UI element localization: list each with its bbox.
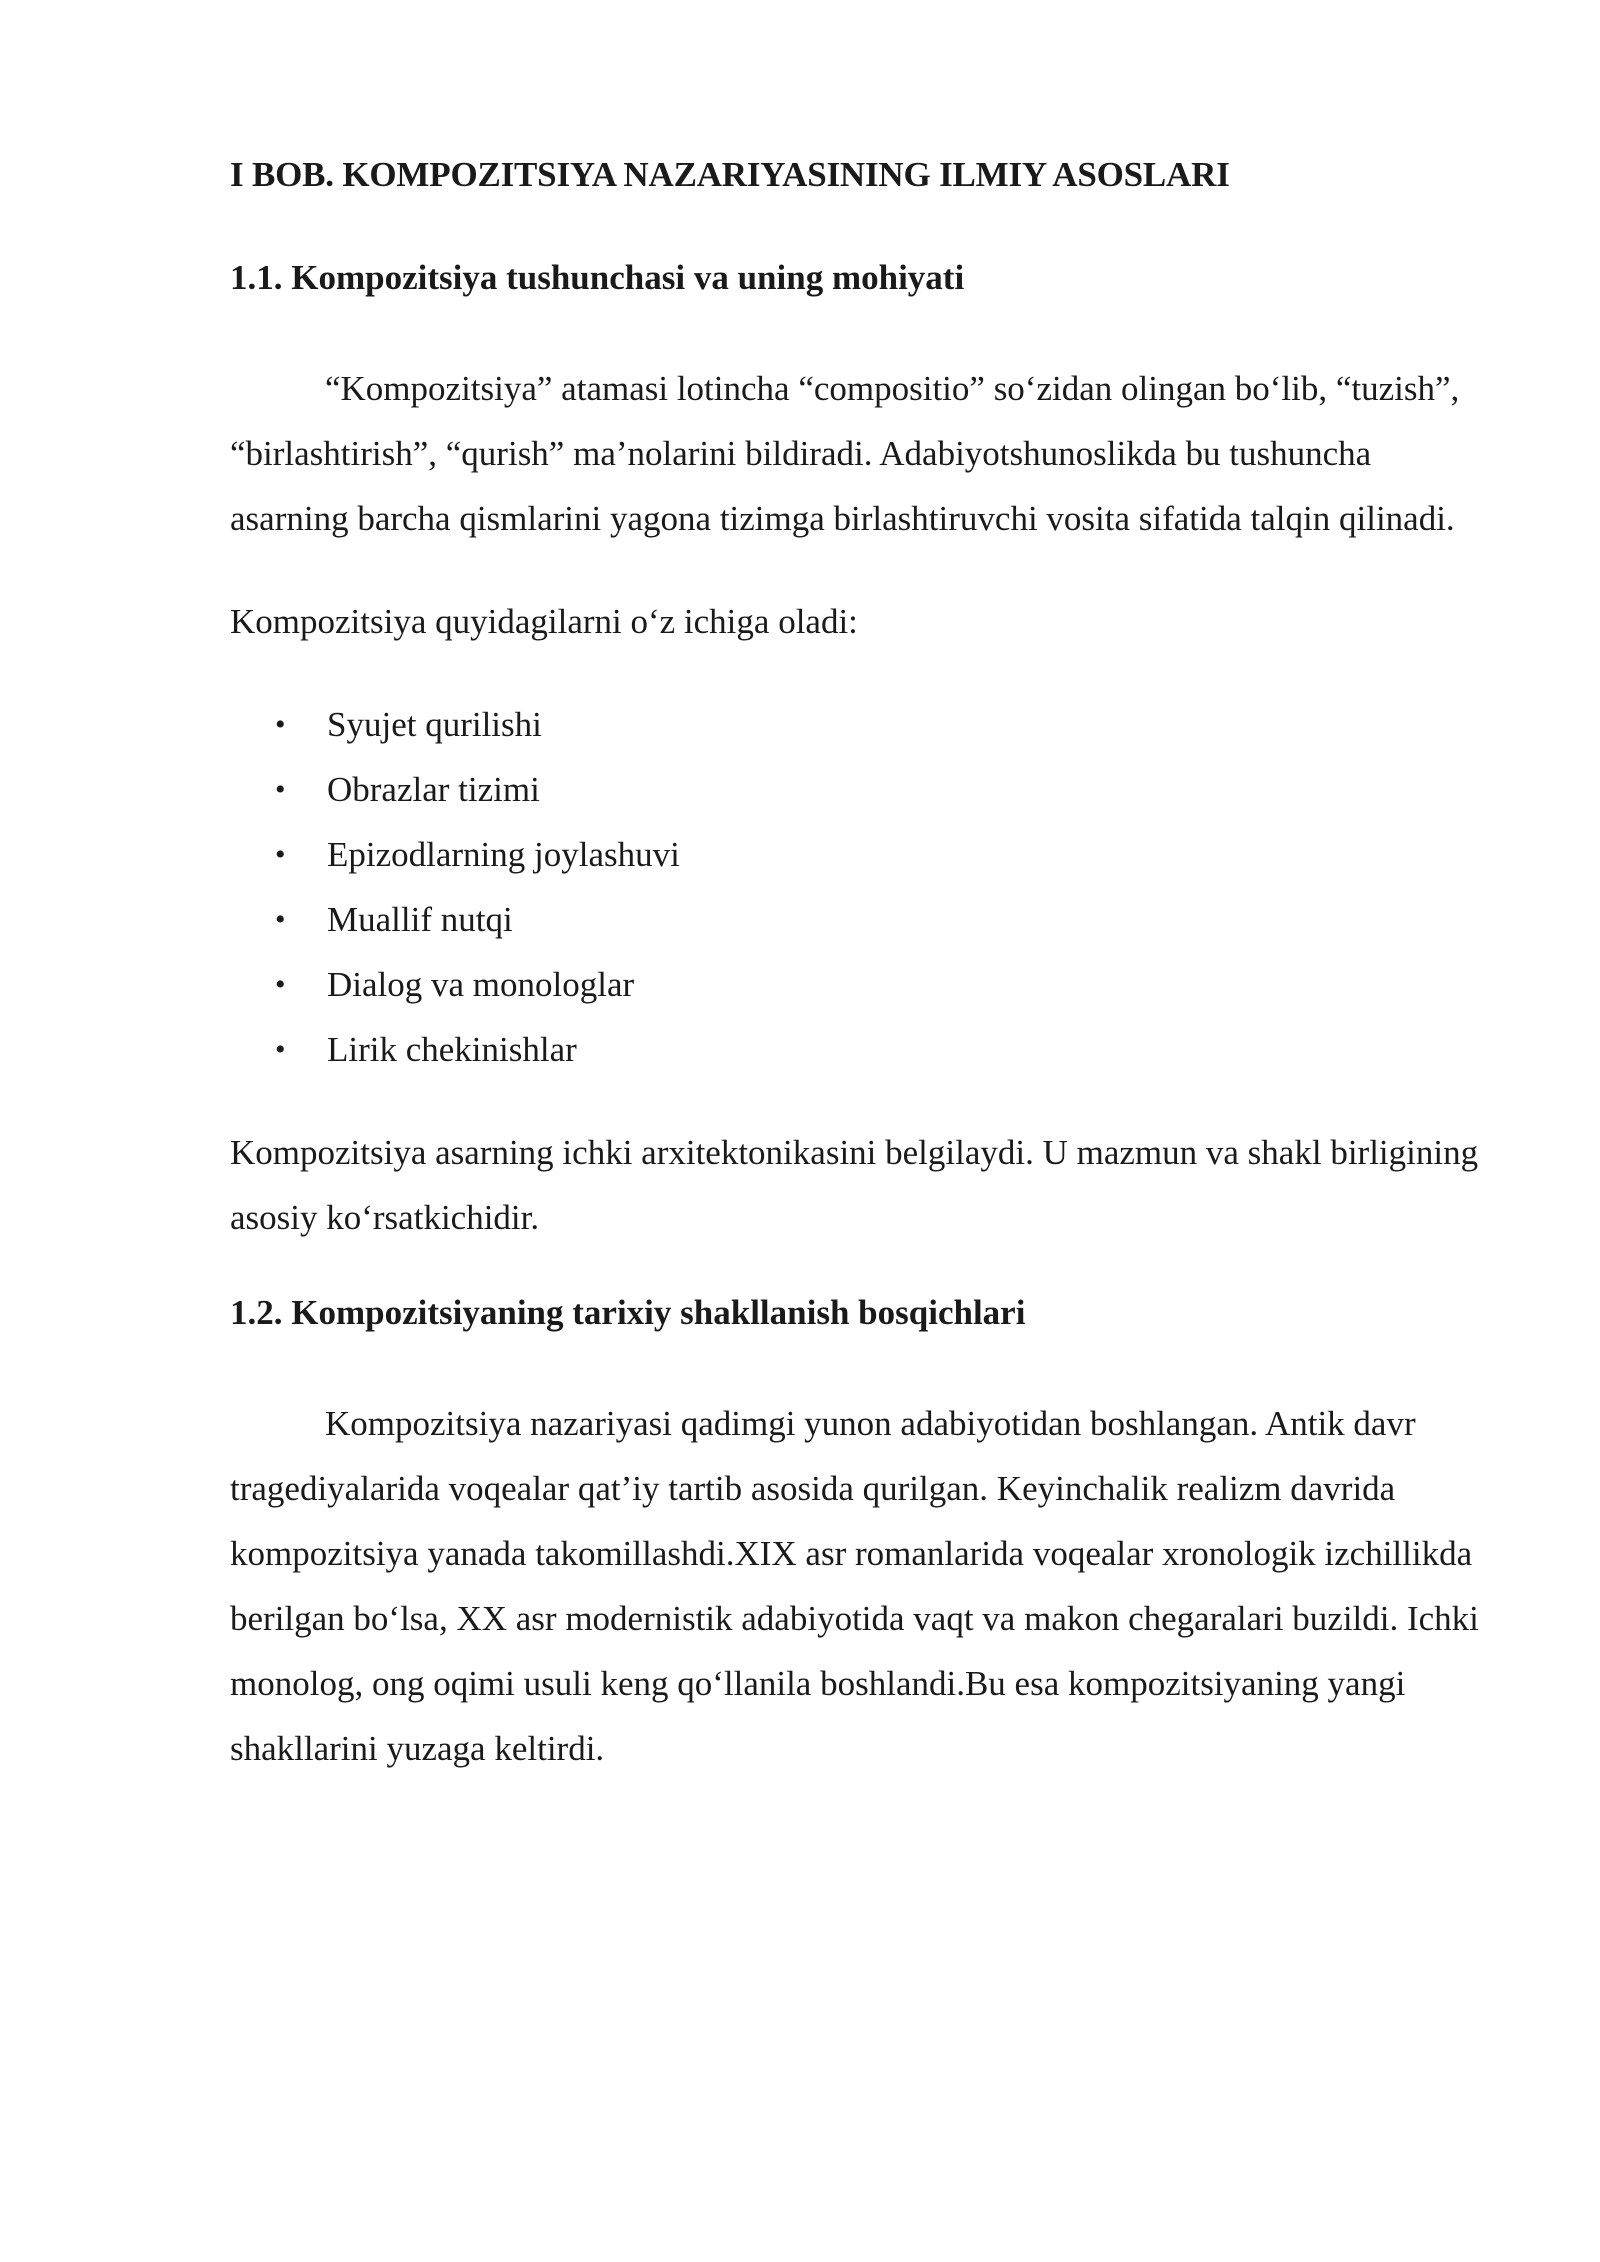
list-item bbox=[230, 692, 1490, 757]
bullet-icon: • bbox=[275, 968, 286, 1001]
list-item-label: Muallif nutqi bbox=[327, 900, 513, 939]
list-item bbox=[230, 1017, 1490, 1082]
list-item-label: Obrazlar tizimi bbox=[327, 770, 540, 809]
list-item bbox=[230, 757, 1490, 822]
list-item-label: Lirik chekinishlar bbox=[327, 1030, 577, 1069]
spacer bbox=[230, 551, 1490, 589]
list-item-label: Dialog va monologlar bbox=[327, 965, 635, 1004]
bullet-list bbox=[230, 692, 1490, 1082]
bullet-icon: • bbox=[275, 773, 286, 806]
document-page bbox=[230, 150, 1490, 1781]
section-title-1-2: 1.2. Kompozitsiyaning tarixiy shakllanish bosqichlari bbox=[230, 1293, 1026, 1332]
list-item bbox=[230, 952, 1490, 1017]
section-title-1-1: 1.1. Kompozitsiya tushunchasi va uning mohiyati bbox=[230, 258, 965, 297]
chapter-title: I BOB. KOMPOZITSIYA NAZARIYASINING ILMIY ASOSLARI bbox=[230, 155, 1230, 194]
list-item bbox=[230, 887, 1490, 952]
bullet-icon: • bbox=[275, 1033, 286, 1066]
spacer bbox=[230, 1082, 1490, 1120]
bullet-icon: • bbox=[275, 903, 286, 936]
section1-paragraph-1: “Kompozitsiya” atamasi lotincha “compositio” so‘zidan olingan bo‘lib, “tuzish”, “birlashtirish”, “qurish” ma’nolarini bildiradi. Adabiyotshunoslikda bu tushuncha asarning barcha qismlarini yagona tizimga birlashtiruvchi vosita sifatida talqin qilinadi. bbox=[230, 369, 1460, 538]
list-item-label: Epizodlarning joylashuvi bbox=[327, 835, 680, 874]
section1-paragraph-2: Kompozitsiya asarning ichki arxitektonikasini belgilaydi. U mazmun va shakl birligining asosiy ko‘rsatkichidir. bbox=[230, 1133, 1479, 1237]
bullet-icon: • bbox=[275, 708, 286, 741]
spacer bbox=[230, 654, 1490, 692]
list-item bbox=[230, 822, 1490, 887]
list-intro: Kompozitsiya quyidagilarni o‘z ichiga oladi: bbox=[230, 602, 858, 641]
section2-paragraph-1: Kompozitsiya nazariyasi qadimgi yunon adabiyotidan boshlangan. Antik davr tragediyalarida voqealar qat’iy tartib asosida qurilgan. Keyinchalik realizm davrida kompozitsiya yanada takomillashdi.XIX asr romanlarida voqealar xronologik izchillikda berilgan bo‘lsa, XX asr modernistik adabiyotida vaqt va makon chegaralari buzildi. Ichki monolog, ong oqimi usuli keng qo‘llanila boshlandi.Bu esa kompozitsiyaning yangi shakllarini yuzaga keltirdi. bbox=[230, 1404, 1479, 1768]
spacer bbox=[230, 1250, 1490, 1288]
list-item-label: Syujet qurilishi bbox=[327, 705, 542, 744]
bullet-icon: • bbox=[275, 838, 286, 871]
